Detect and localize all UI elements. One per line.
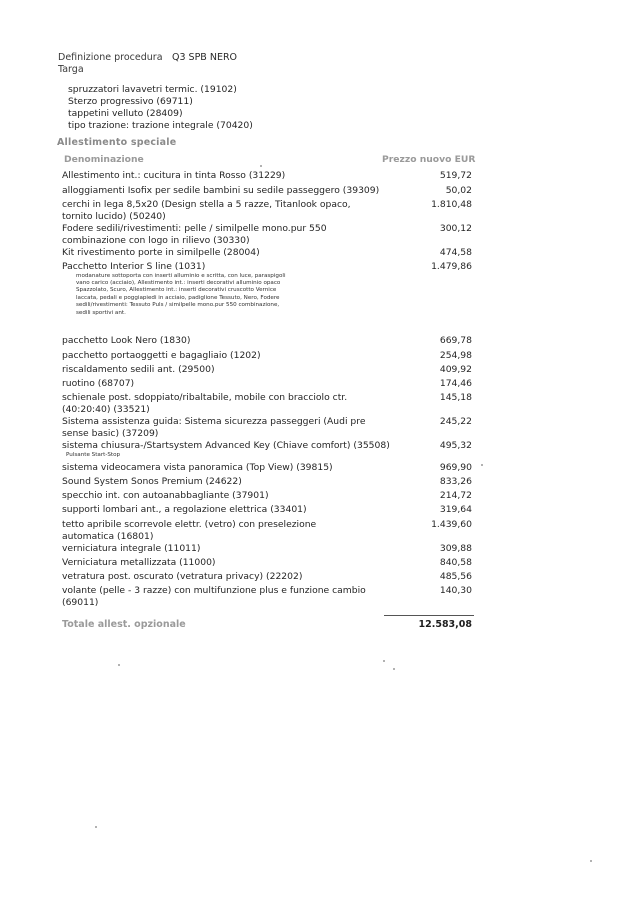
- item-price: 245,22: [439, 416, 472, 427]
- item-price: 409,92: [439, 364, 472, 375]
- equipment-row: [62, 416, 472, 439]
- total-value: 12.583,08: [418, 619, 472, 630]
- item-price: 519,72: [439, 170, 472, 181]
- total-divider: [384, 615, 474, 616]
- equipment-row: [62, 247, 472, 259]
- item-name: Allestimento int.: cucitura in tinta Rosso (31229): [62, 170, 286, 181]
- scan-speck: [481, 464, 483, 466]
- equipment-row: [62, 185, 472, 197]
- item-name: Fodere sedili/rivestimenti: pelle / similpelle mono.pur 550 combinazione con logo in rilievo (30330): [62, 223, 327, 246]
- equipment-row: [62, 364, 472, 376]
- item-price: 300,12: [439, 223, 472, 234]
- intro-line: tappetini velluto (28409): [68, 108, 183, 119]
- equipment-row: [62, 490, 472, 502]
- item-price: 474,58: [439, 247, 472, 258]
- item-price: 140,30: [439, 585, 472, 596]
- item-name: vetratura post. oscurato (vetratura privacy) (22202): [62, 571, 303, 582]
- equipment-row: [62, 199, 472, 222]
- item-price: 485,56: [439, 571, 472, 582]
- item-name: sistema chiusura-/Startsystem Advanced Key (Chiave comfort) (35508): [62, 440, 390, 451]
- scan-speck: [383, 660, 385, 662]
- item-name: Kit rivestimento porte in similpelle (28004): [62, 247, 260, 258]
- equipment-row: [62, 557, 472, 569]
- item-price: 1.479,86: [431, 261, 472, 272]
- plate-label: Targa: [58, 64, 84, 75]
- intro-line: spruzzatori lavavetri termic. (19102): [68, 84, 237, 95]
- equipment-row: [62, 378, 472, 390]
- item-name: sistema videocamera vista panoramica (Top View) (39815): [62, 462, 333, 473]
- item-price: 50,02: [445, 185, 472, 196]
- intro-line: Sterzo progressivo (69711): [68, 96, 193, 107]
- item-name: pacchetto portaoggetti e bagagliaio (1202): [62, 350, 261, 361]
- item-name: verniciatura integrale (11011): [62, 543, 201, 554]
- item-price: 214,72: [439, 490, 472, 501]
- item-price: 254,98: [439, 350, 472, 361]
- equipment-row: [62, 571, 472, 583]
- total-label: Totale allest. opzionale: [62, 619, 186, 630]
- item-price: 669,78: [439, 335, 472, 346]
- item-name: Sistema assistenza guida: Sistema sicurezza passeggeri (Audi pre sense basic) (37209): [62, 416, 366, 439]
- scan-speck: [260, 165, 262, 167]
- item-price: 833,26: [439, 476, 472, 487]
- item-name: Sound System Sonos Premium (24622): [62, 476, 242, 487]
- equipment-row: [62, 261, 472, 317]
- equipment-row: [62, 476, 472, 488]
- item-name: ruotino (68707): [62, 378, 135, 389]
- equipment-row: [62, 223, 472, 246]
- item-name: cerchi in lega 8,5x20 (Design stella a 5 razze, Titanlook opaco, tornito lucido) (50240): [62, 199, 351, 222]
- standard-equipment-list: [68, 84, 253, 132]
- item-note: modanature sottoporta con inserti alluminio e scritta, con luce, paraspigoli vano carico (acciaio), Allestimento int.: inserti decorativi alluminio opaco Spazzolato, Scuro, Allestimento int.: inserti decorativi cruscotto Vernice laccata, pedali e poggiapiedi in acciaio, padiglione Tessuto, Nero, Fodere sedili/rivestimenti: Tessuto Puls / similpelle mono.pur 550 combinazione, sedili sportivi ant.: [76, 272, 286, 316]
- item-price: 495,32: [439, 440, 472, 451]
- equipment-row: [62, 543, 472, 555]
- item-price: 969,90: [439, 462, 472, 473]
- item-price: 1.810,48: [431, 199, 472, 210]
- procedure-label: Definizione procedura: [58, 52, 163, 63]
- equipment-row: [62, 392, 472, 415]
- scan-speck: [590, 860, 592, 862]
- equipment-row: [62, 519, 472, 542]
- item-name: specchio int. con autoanabbagliante (37901): [62, 490, 269, 501]
- item-price: 174,46: [439, 378, 472, 389]
- equipment-row: [62, 335, 472, 347]
- item-name: volante (pelle - 3 razze) con multifunzione plus e funzione cambio (69011): [62, 585, 366, 608]
- item-name: alloggiamenti Isofix per sedile bambini su sedile passeggero (39309): [62, 185, 380, 196]
- item-name: Verniciatura metallizzata (11000): [62, 557, 216, 568]
- equipment-row: [62, 350, 472, 362]
- item-subnote: Pulsante Start-Stop: [66, 451, 121, 458]
- intro-line: tipo trazione: trazione integrale (70420): [68, 120, 253, 131]
- item-name: tetto apribile scorrevole elettr. (vetro) con preselezione automatica (16801): [62, 519, 317, 542]
- item-name: supporti lombari ant., a regolazione elettrica (33401): [62, 504, 307, 515]
- item-price: 145,18: [439, 392, 472, 403]
- equipment-row: [62, 170, 472, 182]
- item-name: riscaldamento sedili ant. (29500): [62, 364, 215, 375]
- procedure-value: Q3 SPB NERO: [172, 52, 238, 63]
- item-price: 840,58: [439, 557, 472, 568]
- equipment-row: [62, 585, 472, 608]
- item-name: pacchetto Look Nero (1830): [62, 335, 191, 346]
- equipment-row: [62, 462, 472, 474]
- item-price: 309,88: [439, 543, 472, 554]
- equipment-row: [62, 440, 472, 459]
- equipment-row: [62, 504, 472, 516]
- item-name: schienale post. sdoppiato/ribaltabile, mobile con bracciolo ctr. (40:20:40) (33521): [62, 392, 348, 415]
- column-header-price: Prezzo nuovo EUR: [382, 154, 476, 165]
- item-price: 319,64: [439, 504, 472, 515]
- item-price: 1.439,60: [431, 519, 472, 530]
- column-header-name: Denominazione: [64, 154, 144, 165]
- scan-speck: [95, 826, 97, 828]
- section-title: Allestimento speciale: [57, 137, 177, 148]
- item-name: Pacchetto Interior S line (1031): [62, 261, 206, 272]
- scan-speck: [393, 668, 395, 670]
- scan-speck: [118, 664, 120, 666]
